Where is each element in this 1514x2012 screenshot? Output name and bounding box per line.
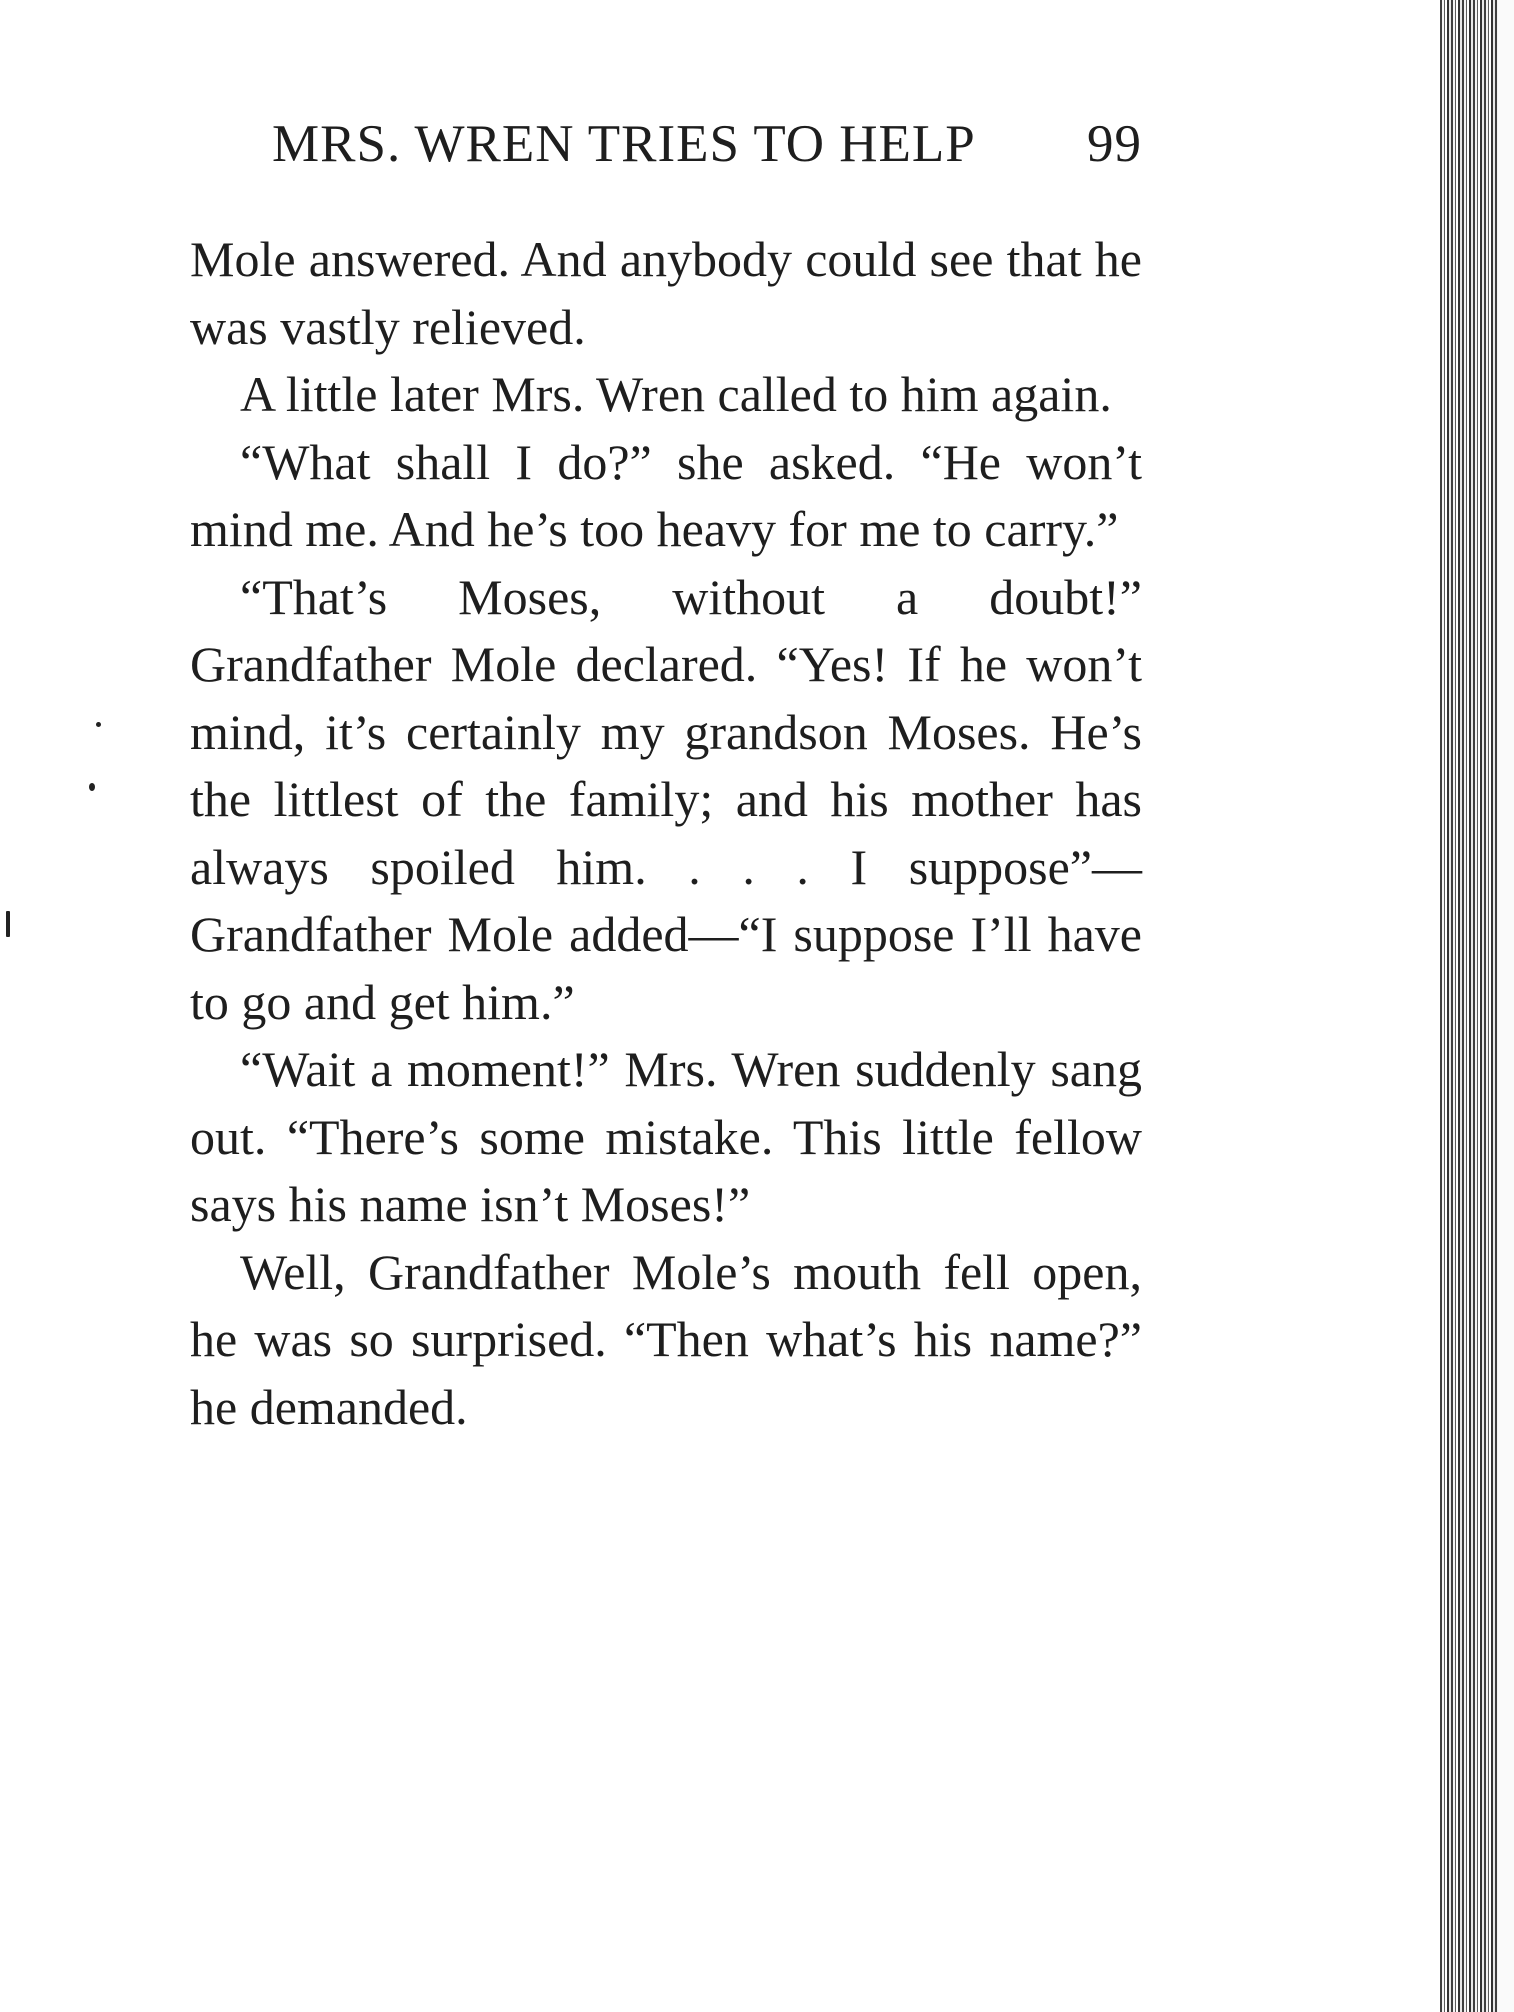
page-number: 99: [1087, 115, 1142, 173]
paragraph: “What shall I do?” she asked. “He won’t mind me. And he’s too heavy for me to carry.”: [190, 433, 1142, 557]
paragraph: Mole answered. And anybody could see that he was vastly relieved.: [190, 231, 1142, 355]
scan-speck: [89, 783, 95, 791]
scan-speck: [6, 911, 10, 937]
paragraph: “Wait a moment!” Mrs. Wren suddenly sang out. “There’s some mistake. This little fellow says his name isn’t Moses!”: [190, 1041, 1142, 1232]
scan-speck: [96, 722, 101, 727]
body-text: [190, 226, 1142, 1441]
page-binding-edge: [1440, 0, 1498, 2012]
running-head: [272, 115, 1142, 173]
paragraph: “That’s Moses, without a doubt!” Grandfather Mole declared. “Yes! If he won’t mind, it’s certainly my grandson Moses. He’s the littlest of the family; and his mother has always spoiled him. . . . I suppose”—Grandfather Mole added—“I suppose I’ll have to go and get him.”: [190, 568, 1142, 1030]
paragraph: A little later Mrs. Wren called to him again.: [240, 366, 1112, 422]
paragraph: Well, Grandfather Mole’s mouth fell open, he was so surprised. “Then what’s his name?” he demanded.: [190, 1243, 1142, 1435]
page-margin: [1498, 0, 1514, 2012]
chapter-title: MRS. WREN TRIES TO HELP: [272, 115, 976, 173]
